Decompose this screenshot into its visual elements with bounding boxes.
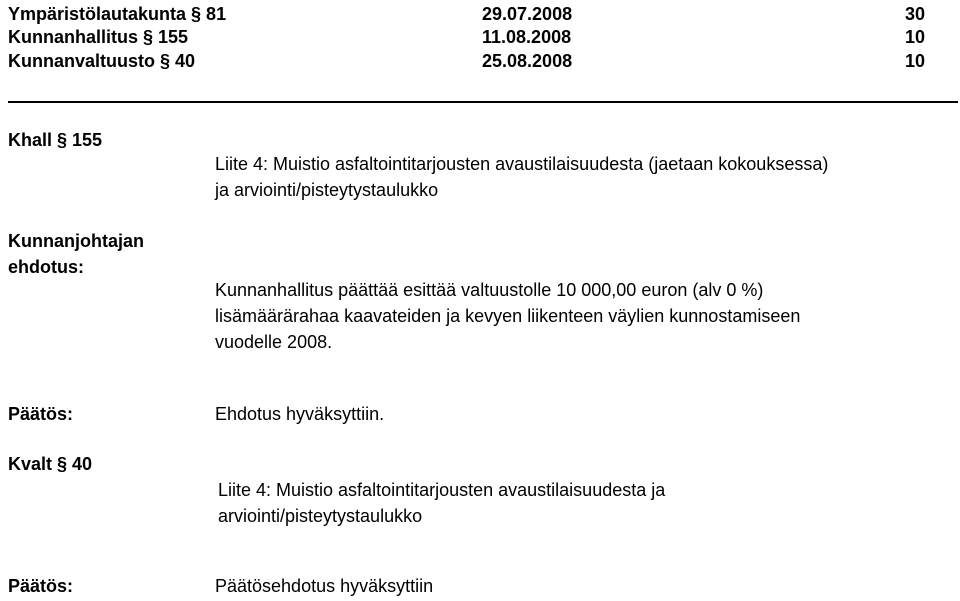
khall-proposal-line-3: vuodelle 2008. — [215, 332, 333, 352]
khall-proposal-line-1: Kunnanhallitus päättää esittää valtuustolle 10 000,00 euron (alv 0 %) — [215, 280, 764, 300]
proposal-label — [8, 228, 208, 280]
kvalt-attachment — [218, 477, 958, 529]
header-date-2: 11.08.2008 — [482, 27, 572, 47]
khall-section-heading: Khall § 155 — [8, 130, 103, 150]
kvalt-decision: Päätösehdotus hyväksyttiin — [215, 576, 434, 596]
kvalt-section-heading: Kvalt § 40 — [8, 454, 93, 474]
khall-decision: Ehdotus hyväksyttiin. — [215, 404, 385, 424]
header-divider — [8, 101, 958, 103]
header-date-3: 25.08.2008 — [482, 51, 573, 71]
header-body-2: Kunnanhallitus § 155 — [8, 27, 189, 47]
khall-proposal — [215, 277, 955, 355]
khall-attachment — [215, 151, 955, 203]
header-page-1: 30 — [905, 4, 926, 24]
kvalt-attachment-line-1: Liite 4: Muistio asfaltointitarjousten avaustilaisuudesta ja — [218, 480, 666, 500]
kvalt-decision-label: Päätös: — [8, 576, 74, 596]
khall-attachment-line-1: Liite 4: Muistio asfaltointitarjousten avaustilaisuudesta (jaetaan kokouksessa) — [215, 154, 829, 174]
kvalt-attachment-line-2: arviointi/pisteytystaulukko — [218, 506, 423, 526]
khall-proposal-line-2: lisämäärärahaa kaavateiden ja kevyen liikenteen väylien kunnostamiseen — [215, 306, 801, 326]
header-body-3: Kunnanvaltuusto § 40 — [8, 51, 196, 71]
proposal-label-line-2: ehdotus: — [8, 257, 84, 277]
khall-decision-label: Päätös: — [8, 404, 74, 424]
header-date-1: 29.07.2008 — [482, 4, 573, 24]
header-body-1: Ympäristölautakunta § 81 — [8, 4, 227, 24]
header-page-2: 10 — [905, 27, 926, 47]
proposal-label-line-1: Kunnanjohtajan — [8, 231, 144, 251]
header-page-3: 10 — [905, 51, 926, 71]
khall-attachment-line-2: ja arviointi/pisteytystaulukko — [215, 180, 439, 200]
